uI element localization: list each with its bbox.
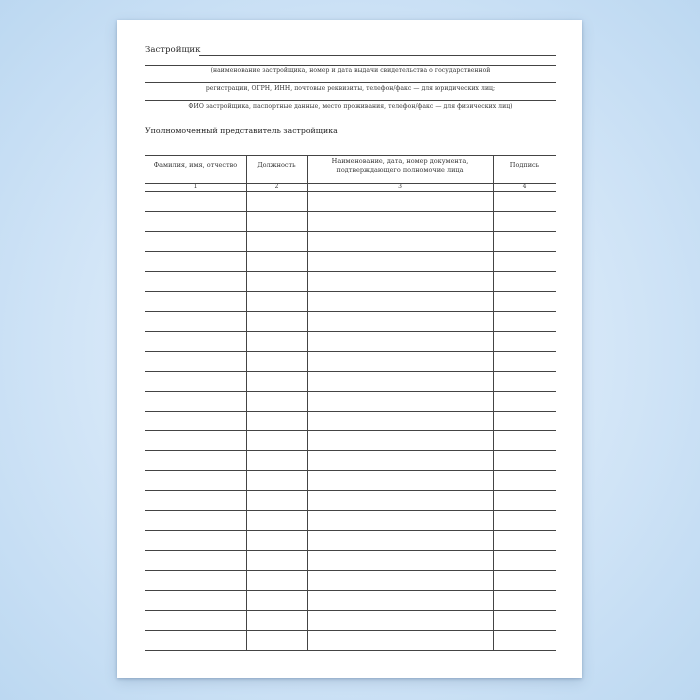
table-cell-col-1[interactable] bbox=[145, 251, 246, 271]
developer-fill-line[interactable] bbox=[199, 55, 556, 56]
column-number-2: 2 bbox=[274, 183, 279, 190]
table-cell-col-1[interactable] bbox=[145, 470, 246, 490]
table-cell-col-3[interactable] bbox=[307, 550, 493, 570]
table-cell-col-1[interactable] bbox=[145, 331, 246, 351]
table-cell-col-2[interactable] bbox=[246, 291, 307, 311]
table-cell-col-2[interactable] bbox=[246, 211, 307, 231]
table-cell-col-3[interactable] bbox=[307, 630, 493, 650]
column-header-position: Должность bbox=[257, 161, 296, 170]
table-cell-col-2[interactable] bbox=[246, 231, 307, 251]
table-cell-col-4[interactable] bbox=[493, 391, 556, 411]
developer-caption-3: ФИО застройщика, паспортные данные, место проживания, телефон/факс — для физических лиц) bbox=[188, 103, 513, 110]
table-cell-col-4[interactable] bbox=[493, 470, 556, 490]
table-cell-col-2[interactable] bbox=[246, 271, 307, 291]
table-cell-col-1[interactable] bbox=[145, 530, 246, 550]
developer-label: Застройщик bbox=[145, 45, 201, 55]
table-cell-col-4[interactable] bbox=[493, 530, 556, 550]
developer-fill-line-4[interactable] bbox=[145, 100, 556, 101]
table-cell-col-3[interactable] bbox=[307, 470, 493, 490]
table-cell-col-4[interactable] bbox=[493, 490, 556, 510]
table-cell-col-1[interactable] bbox=[145, 311, 246, 331]
table-cell-col-1[interactable] bbox=[145, 231, 246, 251]
section-title: Уполномоченный представитель застройщика bbox=[145, 126, 338, 135]
table-cell-col-1[interactable] bbox=[145, 211, 246, 231]
table-cell-col-4[interactable] bbox=[493, 590, 556, 610]
table-cell-col-2[interactable] bbox=[246, 530, 307, 550]
table-cell-col-3[interactable] bbox=[307, 450, 493, 470]
table-cell-col-4[interactable] bbox=[493, 450, 556, 470]
table-cell-col-2[interactable] bbox=[246, 430, 307, 450]
table-cell-col-2[interactable] bbox=[246, 411, 307, 431]
developer-fill-line-3[interactable] bbox=[145, 82, 556, 83]
table-cell-col-4[interactable] bbox=[493, 550, 556, 570]
representative-table bbox=[145, 148, 556, 650]
table-cell-col-1[interactable] bbox=[145, 351, 246, 371]
table-cell-col-3[interactable] bbox=[307, 430, 493, 450]
table-row-line bbox=[145, 650, 556, 651]
column-header-signature: Подпись bbox=[509, 161, 540, 170]
table-cell-col-2[interactable] bbox=[246, 371, 307, 391]
developer-caption-2: регистрации, ОГРН, ИНН, почтовые реквизиты, телефон/факс — для юридических лиц; bbox=[205, 85, 496, 92]
table-cell-col-3[interactable] bbox=[307, 331, 493, 351]
table-cell-col-1[interactable] bbox=[145, 450, 246, 470]
table-cell-col-2[interactable] bbox=[246, 311, 307, 331]
table-cell-col-4[interactable] bbox=[493, 411, 556, 431]
column-number-1: 1 bbox=[193, 183, 198, 190]
table-cell-col-1[interactable] bbox=[145, 430, 246, 450]
table-cell-col-3[interactable] bbox=[307, 411, 493, 431]
table-cell-col-1[interactable] bbox=[145, 610, 246, 630]
table-cell-col-3[interactable] bbox=[307, 391, 493, 411]
table-cell-col-2[interactable] bbox=[246, 251, 307, 271]
table-cell-col-4[interactable] bbox=[493, 311, 556, 331]
column-number-3: 3 bbox=[398, 183, 402, 190]
table-cell-col-4[interactable] bbox=[493, 430, 556, 450]
developer-row bbox=[145, 45, 556, 57]
table-cell-col-1[interactable] bbox=[145, 271, 246, 291]
table-top-border bbox=[145, 155, 556, 156]
table-cell-col-1[interactable] bbox=[145, 550, 246, 570]
column-header-document: Наименование, дата, номер документа, подтверждающего полномочие лица bbox=[331, 157, 469, 174]
table-cell-col-2[interactable] bbox=[246, 610, 307, 630]
table-cell-col-1[interactable] bbox=[145, 570, 246, 590]
table-cell-col-2[interactable] bbox=[246, 470, 307, 490]
table-cell-col-2[interactable] bbox=[246, 351, 307, 371]
table-cell-col-3[interactable] bbox=[307, 490, 493, 510]
table-cell-col-3[interactable] bbox=[307, 570, 493, 590]
table-cell-col-4[interactable] bbox=[493, 291, 556, 311]
table-cell-col-4[interactable] bbox=[493, 610, 556, 630]
table-cell-col-4[interactable] bbox=[493, 570, 556, 590]
table-cell-col-1[interactable] bbox=[145, 411, 246, 431]
table-cell-col-2[interactable] bbox=[246, 391, 307, 411]
table-cell-col-3[interactable] bbox=[307, 231, 493, 251]
table-cell-col-3[interactable] bbox=[307, 311, 493, 331]
developer-caption-1: (наименование застройщика, номер и дата выдачи свидетельства о государственной bbox=[210, 67, 491, 74]
table-cell-col-2[interactable] bbox=[246, 490, 307, 510]
table-cell-col-4[interactable] bbox=[493, 231, 556, 251]
column-number-4: 4 bbox=[522, 183, 527, 190]
table-cell-col-4[interactable] bbox=[493, 251, 556, 271]
table-cell-col-3[interactable] bbox=[307, 251, 493, 271]
table-cell-col-2[interactable] bbox=[246, 550, 307, 570]
table-cell-col-1[interactable] bbox=[145, 590, 246, 610]
table-cell-col-4[interactable] bbox=[493, 510, 556, 530]
table-cell-col-1[interactable] bbox=[145, 391, 246, 411]
table-cell-col-3[interactable] bbox=[307, 291, 493, 311]
table-cell-col-4[interactable] bbox=[493, 331, 556, 351]
table-cell-col-3[interactable] bbox=[307, 590, 493, 610]
table-cell-col-4[interactable] bbox=[493, 630, 556, 650]
table-cell-col-3[interactable] bbox=[307, 530, 493, 550]
table-cell-col-3[interactable] bbox=[307, 271, 493, 291]
table-cell-col-2[interactable] bbox=[246, 331, 307, 351]
table-cell-col-4[interactable] bbox=[493, 211, 556, 231]
table-cell-col-2[interactable] bbox=[246, 570, 307, 590]
table-cell-col-4[interactable] bbox=[493, 271, 556, 291]
table-cell-col-3[interactable] bbox=[307, 610, 493, 630]
table-cell-col-2[interactable] bbox=[246, 630, 307, 650]
table-cell-col-2[interactable] bbox=[246, 590, 307, 610]
table-cell-col-1[interactable] bbox=[145, 490, 246, 510]
table-cell-col-3[interactable] bbox=[307, 211, 493, 231]
table-cell-col-2[interactable] bbox=[246, 191, 307, 211]
table-cell-col-3[interactable] bbox=[307, 191, 493, 211]
table-cell-col-1[interactable] bbox=[145, 191, 246, 211]
table-cell-col-1[interactable] bbox=[145, 371, 246, 391]
table-cell-col-1[interactable] bbox=[145, 510, 246, 530]
table-cell-col-1[interactable] bbox=[145, 630, 246, 650]
table-cell-col-2[interactable] bbox=[246, 510, 307, 530]
table-cell-col-4[interactable] bbox=[493, 191, 556, 211]
table-cell-col-3[interactable] bbox=[307, 351, 493, 371]
table-cell-col-2[interactable] bbox=[246, 450, 307, 470]
table-cell-col-3[interactable] bbox=[307, 371, 493, 391]
developer-fill-line-2[interactable] bbox=[145, 65, 556, 66]
table-cell-col-1[interactable] bbox=[145, 291, 246, 311]
form-page bbox=[117, 20, 582, 678]
table-cell-col-4[interactable] bbox=[493, 351, 556, 371]
header-bottom-border bbox=[145, 183, 556, 184]
table-cell-col-4[interactable] bbox=[493, 371, 556, 391]
column-header-name: Фамилия, имя, отчество bbox=[153, 161, 238, 170]
table-cell-col-3[interactable] bbox=[307, 510, 493, 530]
